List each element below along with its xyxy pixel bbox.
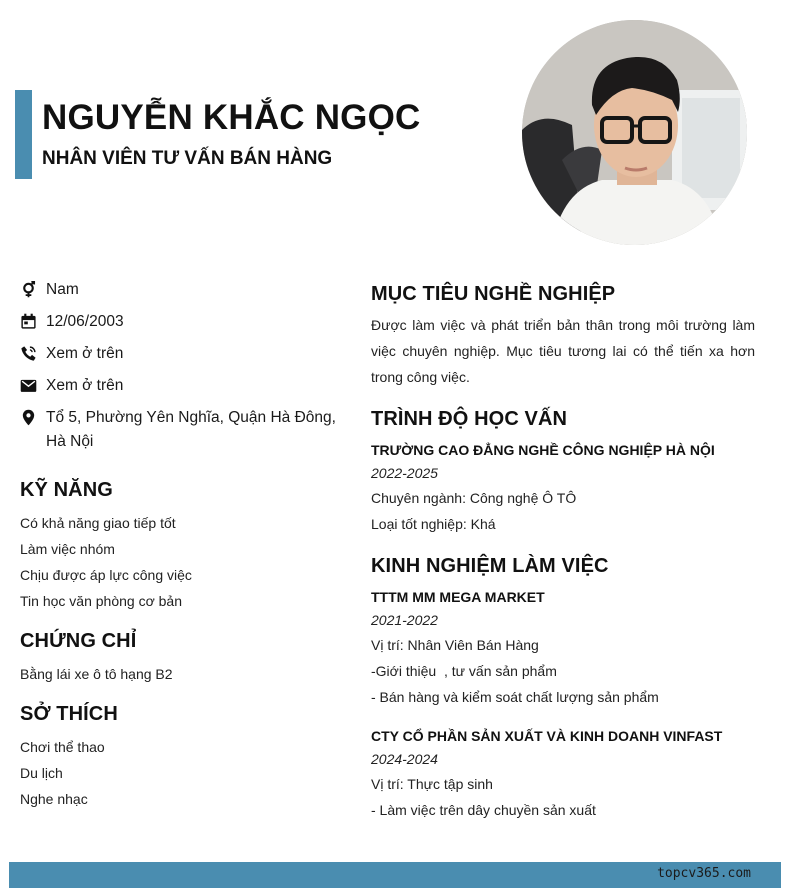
job-detail: Vị trí: Thực tập sinh — [371, 776, 493, 792]
certificate-item: Bằng lái xe ô tô hạng B2 — [20, 666, 173, 682]
footer-bar — [9, 862, 781, 888]
avatar — [522, 20, 747, 245]
objective-text: Được làm việc và phát triển bản thân trong môi trường làm việc chuyên nghiệp. Mục tiêu tương lai có thể tiến xa hơn trong công việc. — [371, 317, 755, 385]
hobby-item: Du lịch — [20, 765, 63, 781]
header-accent-bar — [15, 90, 32, 179]
avatar-photo — [522, 20, 747, 245]
job-detail: Vị trí: Nhân Viên Bán Hàng — [371, 637, 539, 653]
education-period: 2022-2025 — [371, 465, 438, 481]
skill-item: Có khả năng giao tiếp tốt — [20, 515, 176, 531]
contact-email-text: Xem ở trên — [46, 377, 124, 394]
education-major: Chuyên ngành: Công nghệ Ô TÔ — [371, 490, 577, 506]
job-period: 2021-2022 — [371, 612, 438, 628]
education-grade: Loại tốt nghiệp: Khá — [371, 516, 496, 532]
job-detail: - Bán hàng và kiểm soát chất lượng sản phẩm — [371, 689, 659, 705]
skill-item: Làm việc nhóm — [20, 541, 115, 557]
contact-phone-text: Xem ở trên — [46, 345, 124, 362]
candidate-job-title: NHÂN VIÊN TƯ VẤN BÁN HÀNG — [42, 148, 333, 169]
job-company: TTTM MM MEGA MARKET — [371, 589, 545, 605]
phone-icon — [20, 345, 37, 362]
experience-title: KINH NGHIỆM LÀM VIỆC — [371, 555, 609, 577]
hobby-item: Chơi thể thao — [20, 739, 105, 755]
contact-birthday-text: 12/06/2003 — [46, 313, 124, 330]
certificates-title: CHỨNG CHỈ — [20, 630, 137, 652]
contact-address-text: Tổ 5, Phường Yên Nghĩa, Quận Hà Đông, Hà Nội — [46, 409, 336, 450]
envelope-icon — [20, 377, 37, 394]
candidate-name: NGUYỄN KHẮC NGỌC — [42, 98, 421, 137]
skill-item: Chịu được áp lực công việc — [20, 567, 192, 583]
contact-gender — [20, 278, 340, 302]
job-detail: - Làm việc trên dây chuyền sản xuất — [371, 802, 596, 818]
skill-item: Tin học văn phòng cơ bản — [20, 593, 182, 609]
objective-title: MỤC TIÊU NGHỀ NGHIỆP — [371, 283, 616, 305]
calendar-icon — [20, 313, 37, 330]
footer-site: topcv365.com — [657, 866, 751, 881]
contact-gender-text: Nam — [46, 281, 79, 298]
contact-address — [20, 406, 340, 454]
hobby-item: Nghe nhạc — [20, 791, 88, 807]
job-detail: -Giới thiệu , tư vấn sản phẩm — [371, 663, 557, 679]
contact-phone — [20, 342, 340, 366]
job-company: CTY CỔ PHẦN SẢN XUẤT VÀ KINH DOANH VINFAST — [371, 728, 723, 744]
hobbies-title: SỞ THÍCH — [20, 703, 118, 725]
gender-icon — [20, 281, 37, 298]
contact-birthday — [20, 310, 340, 334]
education-school: TRƯỜNG CAO ĐẲNG NGHỀ CÔNG NGHIỆP HÀ NỘI — [371, 442, 715, 458]
contact-email — [20, 374, 340, 398]
skills-title: KỸ NĂNG — [20, 479, 113, 501]
education-title: TRÌNH ĐỘ HỌC VẤN — [371, 408, 568, 430]
job-period: 2024-2024 — [371, 751, 438, 767]
map-pin-icon — [20, 409, 37, 426]
